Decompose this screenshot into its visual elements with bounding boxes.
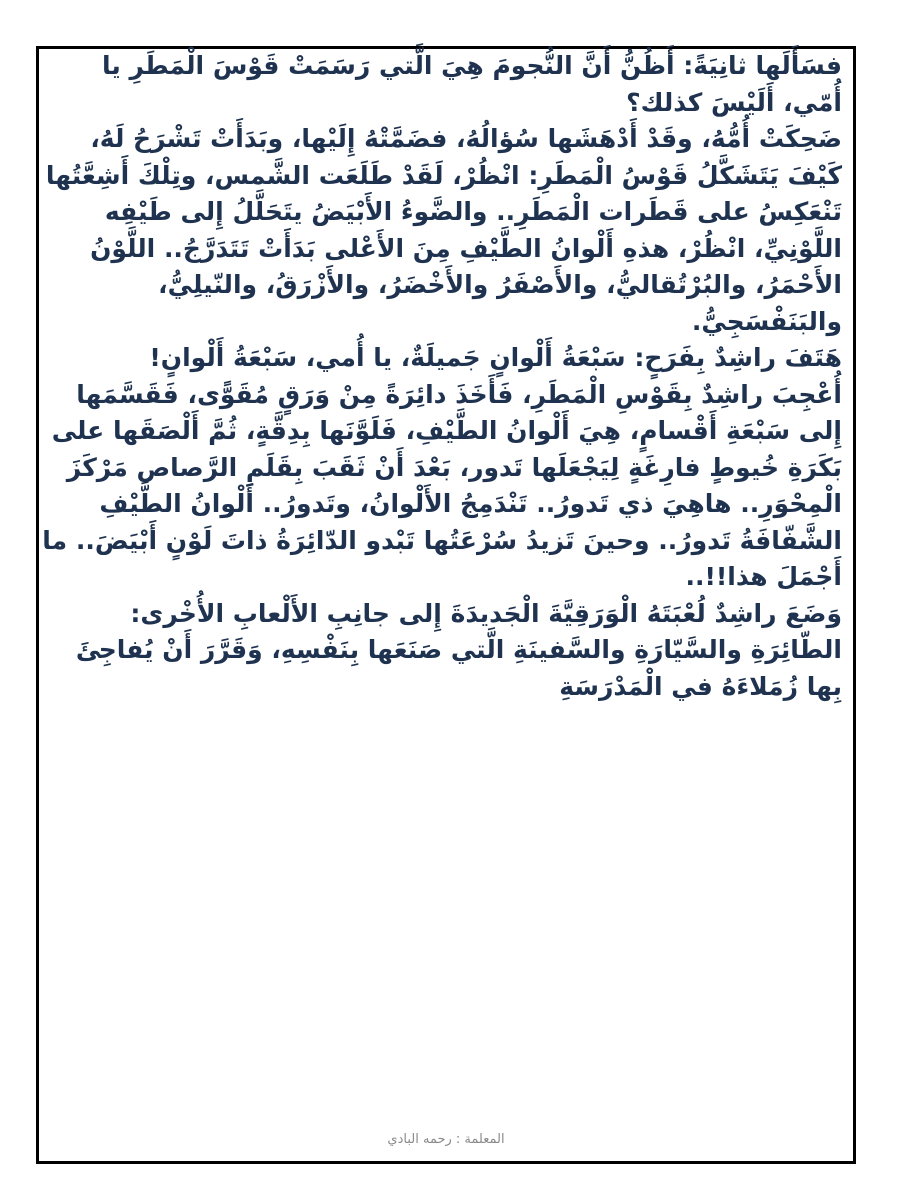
paragraph-question: فسَأَلَها ثانِيَةً: أَظُنُّ أَنَّ النُّجومَ هِيَ الَّتي رَسَمَتْ قَوْسَ الْمَطَرِ يا أُمّي، أَلَيْسَ كذلك؟ [102,51,842,117]
story-text [42,48,842,705]
paragraph-rashid-exclaims: هَتَفَ راشِدٌ بِفَرَحٍ: سَبْعَةُ أَلْوانٍ جَميلَةٌ، يا أُمي، سَبْعَةُ أَلْوانٍ! [149,343,842,372]
paragraph-color-wheel: أُعْجِبَ راشِدٌ بِقَوْسِ الْمَطَرِ، فَأَخَذَ دائِرَةً مِنْ وَرَقٍ مُقَوًّى، فَقَسَّمَها إِلى سَبْعَةِ أَقْسامٍ، هِيَ أَلْوانُ الطَّيْفِ، فَلَوَّنَها بِدِقَّةٍ، ثُمَّ أَلْصَقَها على بَكَرَةِ خُيوطٍ فارِغَةٍ لِيَجْعَلَها تَدور، بَعْدَ أَنْ ثَقَبَ بِقَلَمِ الرَّصاص مَرْكَزَ الْمِحْوَرِ.. هاهِيَ ذي تَدورُ.. تَنْدَمِجُ الأَلْوانُ، وتَدورُ.. أَلْوانُ الطَّيْفِ الشَّفّافَةُ تَدورُ.. وحينَ تَزيدُ سُرْعَتُها تَبْدو الدّائِرَةُ ذاتَ لَوْنٍ أَبْيَضَ.. ما أَجْمَلَ هذا!!.. [42,379,842,591]
paragraph-mother-explains: ضَحِكَتْ أُمُّهُ، وقَدْ أَدْهَشَها سُؤالُهُ، فضَمَّتْهُ إِلَيْها، وبَدَأَتْ تَشْرَحُ لَهُ، كَيْفَ يَتَشَكَّلُ قَوْسُ الْمَطَرِ: انْظُرْ، لَقَدْ طَلَعَت الشَّمس، وتِلْكَ أَشِعَّتُها تَنْعَكِسُ على قَطَرات الْمَطَرِ.. والضَّوءُ الأَبْيَضُ يتَحَلَّلُ إِلى طَيْفِه اللَّوْنِيِّ، انْظُرْ، هذهِ أَلْوانُ الطَّيْفِ مِنَ الأَعْلى بَدَأَتْ تَتَدَرَّجُ.. اللَّوْنُ الأَحْمَرُ، والبُرْتُقاليُّ، والأَصْفَرُ والأَخْضَرُ، والأَزْرَقُ، والنّيلِيُّ، والبَنَفْسَجِيُّ. [45,124,842,336]
teacher-credit: المعلمة : رحمه البادي [387,1132,505,1147]
paragraph-new-toy: وَضَعَ راشِدٌ لُعْبَتَهُ الْوَرَقِيَّةَ الْجَديدَةَ إِلى جانِبِ الأَلْعابِ الأُخْرى: الطّائِرَةِ والسَّيّارَةِ والسَّفينَةِ الَّتي صَنَعَها بِنَفْسِهِ، وَقَرَّرَ أَنْ يُفاجِئَ بِها زُمَلاءَهُ في الْمَدْرَسَةِ [75,598,842,701]
